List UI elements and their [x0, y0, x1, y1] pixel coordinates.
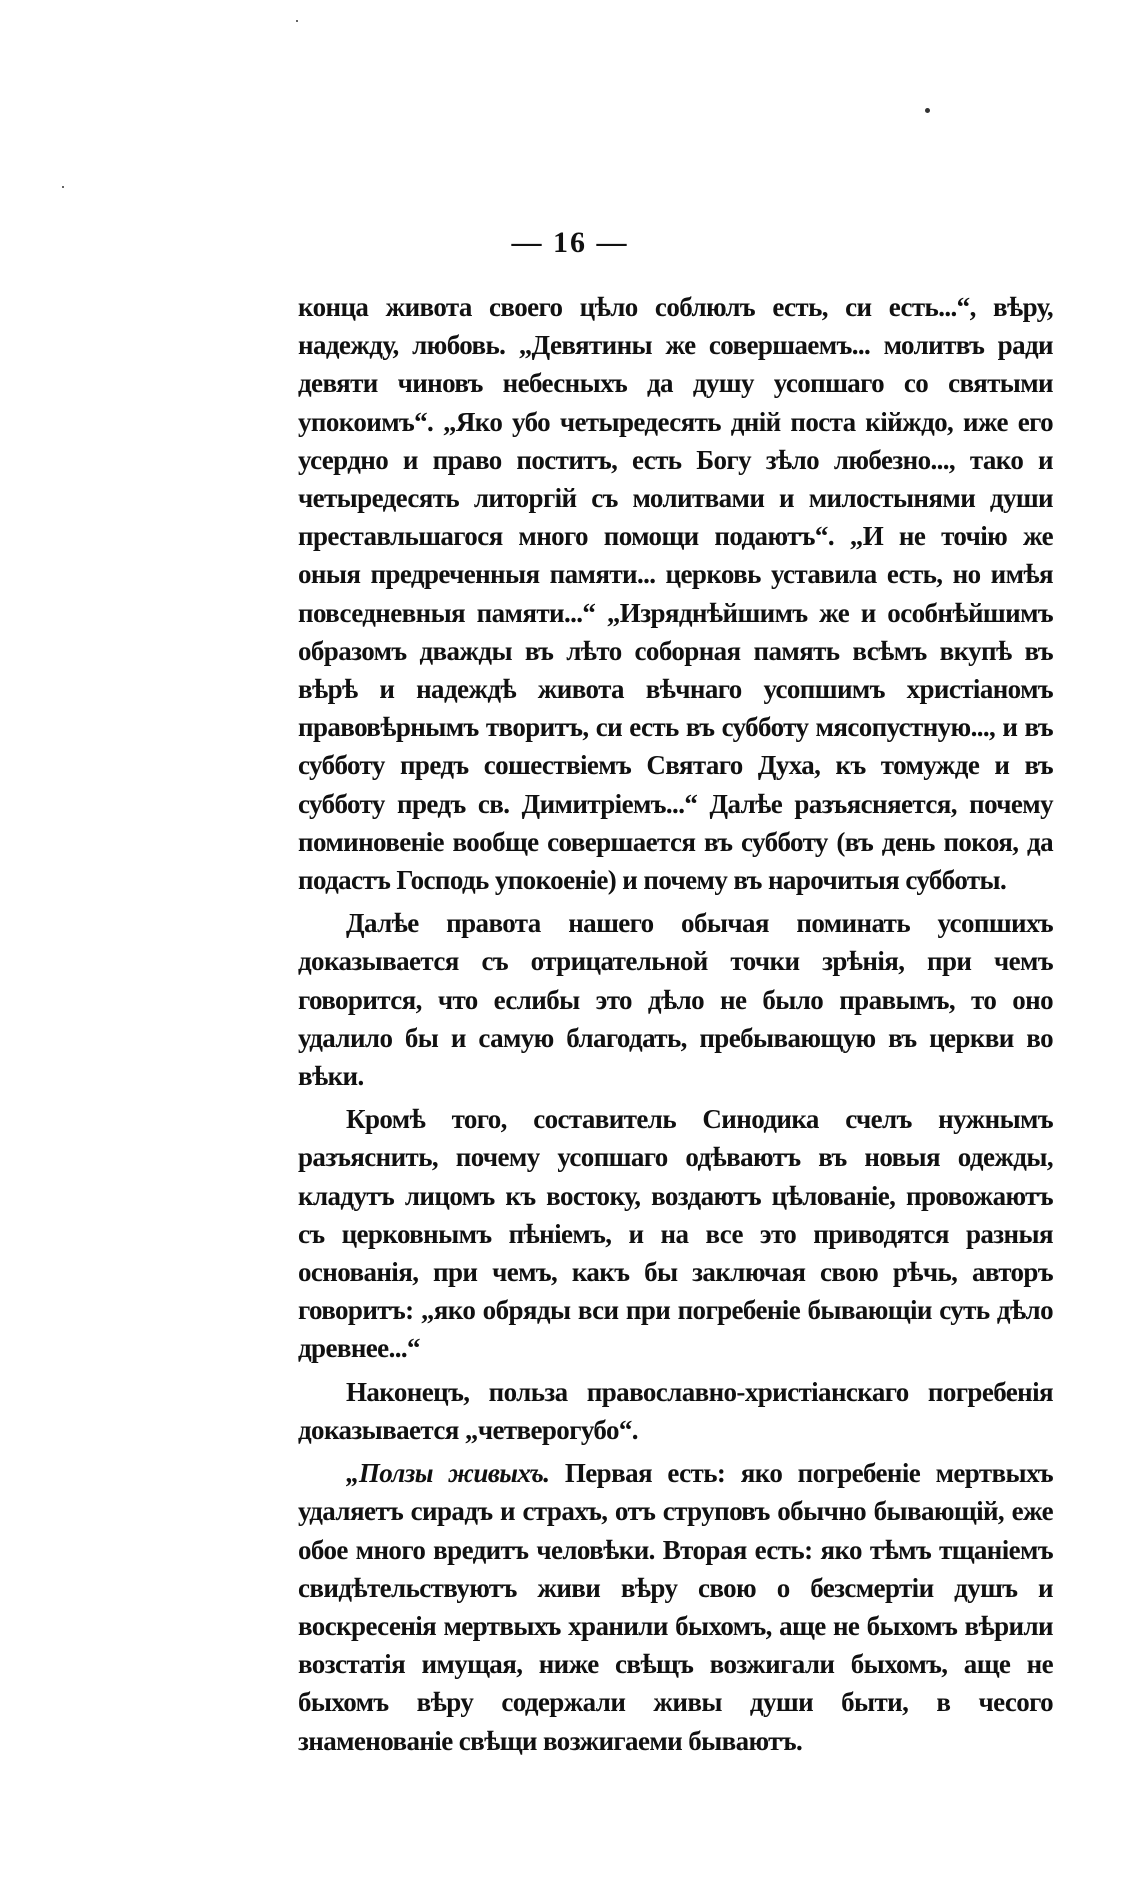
- paragraph-5: [298, 1454, 1053, 1760]
- paragraph-4: Наконецъ, польза православно-христiанскаго погребенiя доказывается „четверогубо“.: [298, 1376, 1053, 1445]
- paragraph-2: Далѣе правота нашего обычая поминать усопшихъ доказывается съ отрицательной точки зрѣнiя, при чемъ говорится, что еслибы это дѣло не было правымъ, то оно удалило бы и самую благодать, пребывающую въ церкви во вѣки.: [298, 908, 1053, 1092]
- paragraph-3: Кромѣ того, составитель Синодика счелъ нужнымъ разъяснить, почему усопшаго одѣваютъ въ новыя одежды, кладутъ лицомъ къ востоку, воздаютъ цѣлованiе, провожаютъ съ церковнымъ пѣнiемъ, и на все это приводятся разныя основанiя, при чемъ, какъ бы заключая свою рѣчь, авторъ говоритъ: „яко обряды вси при погребенiе бывающiи суть дѣло древнее...“: [298, 1104, 1053, 1364]
- print-speck: [62, 186, 64, 188]
- paragraph-5-text: Первая есть: яко погребенiе мертвыхъ удаляетъ сирадъ и страхъ, отъ струповъ обычно бывающiй, еже обое много вредитъ человѣки. Вторая есть: яко тѣмъ тщанiемъ свидѣтельствуютъ живи вѣру свою о безсмертiи душъ и воскресенiя мертвыхъ хранили быхомъ, аще не быхомъ вѣрили возстатiя имущая, ниже свѣщъ возжигали быхомъ, аще не быхомъ вѣру содержали живы души быти, в чесого знаменованiе свѣщи возжигаеми бываютъ.: [298, 1458, 1053, 1756]
- print-speck: [925, 108, 930, 113]
- print-speck: [296, 20, 298, 22]
- paragraph-1: конца живота своего цѣло соблюлъ есть, си есть...“, вѣру, надежду, любовь. „Девятины же совершаемъ... молитвъ ради девяти чиновъ небесныхъ да душу усопшаго со святыми упокоимъ“. „Яко убо четыредесять днiй поста кiйждо, иже его усердно и право поститъ, есть Богу зѣло любезно..., тако и четыредесять литоргiй съ молитвами и милостынями души преставльшагося много помощи подаютъ“. „И не точiю же оныя предреченныя памяти... церковь уставила есть, но имѣя повседневныя памяти...“ „Изряднѣйшимъ же и особнѣйшимъ образомъ дважды въ лѣто соборная память всѣмъ вкупѣ въ вѣрѣ и надеждѣ живота вѣчнаго усопшимъ христiаномъ правовѣрнымъ творитъ, си есть въ субботу мясопустную..., и въ субботу предъ сошествiемъ Святаго Духа, къ томужде и въ субботу предъ св. Димитрiемъ...“ Далѣе разъясняется, почему поминовенiе вообще совершается въ субботу (въ день покоя, да подастъ Господь упокоенiе) и почему въ нарочитыя субботы.: [298, 292, 1053, 896]
- paragraph-5-lead: „Ползы живыхъ.: [346, 1458, 550, 1489]
- body-text: [298, 288, 1053, 1765]
- page-number: — 16 —: [511, 226, 629, 259]
